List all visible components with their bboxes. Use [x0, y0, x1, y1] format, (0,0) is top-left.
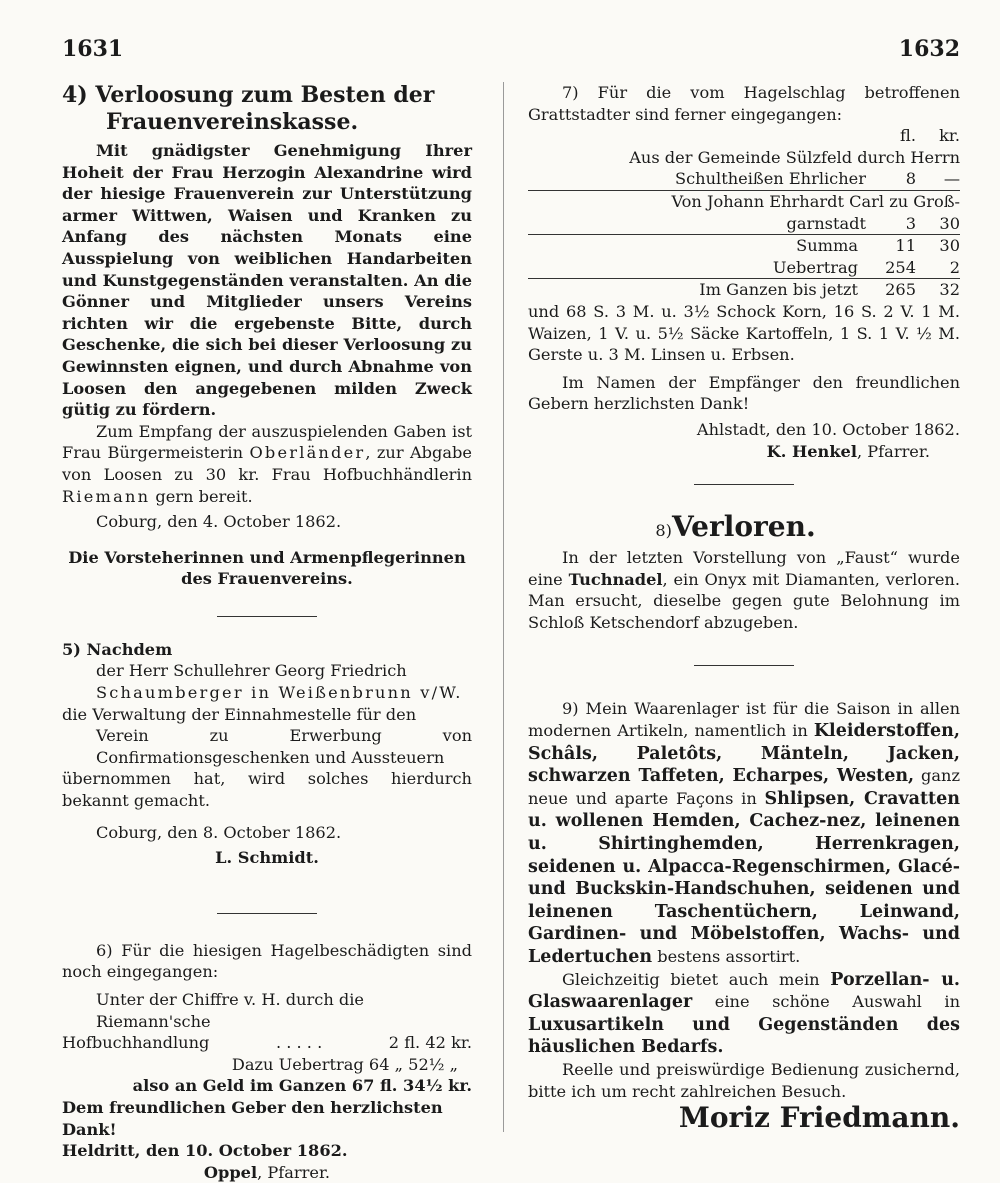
- section-6-line2: Unter der Chiffre v. H. durch die Riemann'sche: [96, 990, 365, 1031]
- page-number-right: 1632: [898, 36, 960, 62]
- section-7-intro: [528, 82, 960, 125]
- section-4-paragraph-1: Mit gnädigster Genehmigung Ihrer Hoheit der Frau Herzogin Alexandrine wird der hiesige Frauenverein zur Unterstützung armer Wittwen, Waisen und Kranken zu Anfang des nächsten Monats eine Ausspielung von weiblichen Handarbeiten und Kunstgegenständen veranstalten. An die Gönner und Mitglieder unsers Vereins richten wir die ergebenste Bitte, durch Geschenke, die sich bei dieser Verloosung zu Gewinnsten eignen, und durch Abnahme von Loosen den angegebenen milden Zweck gütig zu fördern.: [62, 141, 472, 420]
- section-4-p2-text-a: Zum Empfang der auszuspielenden Gaben ist Frau Bürgermeisterin: [62, 421, 472, 463]
- section-8-header: [528, 511, 960, 543]
- section-5-line4: die Verwaltung der Einnahmestelle für den: [62, 704, 417, 724]
- section-9-p2-c: eine schöne Auswahl in: [714, 992, 960, 1012]
- section-5-line3: Schaumberger in Weißenbrunn v/W.: [96, 683, 463, 703]
- section-7-intro-text: 7) Für die vom Hagelschlag betroffenen Grattstadter sind ferner eingegangen:: [528, 83, 960, 124]
- table-cell: 254: [866, 257, 916, 279]
- section-7: [528, 82, 960, 462]
- table-cell: Summa: [796, 236, 858, 256]
- name-oberlaender: Oberländer: [249, 443, 366, 463]
- section-8-text: [528, 547, 960, 633]
- section-5-line5: Verein zu Erwerbung von Confirmationsgeschenken und Aussteuern: [96, 726, 472, 767]
- table-cell: Im Ganzen bis jetzt: [699, 280, 858, 300]
- section-9-p1-c: ganz neue und aparte Façons in: [528, 766, 960, 808]
- section-6-line5: also an Geld im Ganzen 67 fl. 34½ kr.: [132, 1076, 472, 1096]
- divider: [694, 665, 794, 666]
- section-4-paragraph-2: [62, 421, 472, 507]
- section-6-sign-role: , Pfarrer.: [257, 1162, 331, 1182]
- section-4-p2-text-c: gern bereit.: [155, 486, 253, 506]
- section-9-paragraph-1: [528, 698, 960, 968]
- table-cell: 3: [866, 213, 916, 235]
- table-header-fl: fl.: [900, 126, 916, 146]
- section-4-signature-line1: Die Vorsteherinnen und Armenpflegerinnen: [68, 547, 466, 567]
- table-row: [528, 190, 960, 212]
- section-9-p2-a: Gleichzeitig bietet auch mein: [562, 969, 820, 989]
- section-8-text-a: In der letzten Vorstellung von „Faust“ wurde eine: [528, 548, 960, 589]
- section-8-title: Verloren.: [672, 510, 816, 544]
- table-row: [528, 257, 960, 279]
- table-cell: garnstadt: [528, 213, 866, 235]
- table-cell: 32: [939, 280, 960, 300]
- section-7-date: Ahlstadt, den 10. October 1862.: [696, 419, 960, 439]
- table-row: [528, 279, 960, 301]
- section-5-line6: übernommen hat, wird solches hierdurch bekannt gemacht.: [62, 769, 472, 811]
- name-riemann: Riemann: [62, 486, 151, 506]
- table-cell: 11: [895, 236, 916, 256]
- section-9: [528, 698, 960, 1134]
- section-6-line6: Dem freundlichen Geber den herzlichsten Dank!: [62, 1097, 443, 1139]
- section-6: [62, 940, 472, 1183]
- section-9-p2-d: Luxusartikeln und Gegenständen des häuslichen Bedarfs.: [528, 1014, 960, 1058]
- section-5-line2: der Herr Schullehrer Georg Friedrich: [96, 661, 407, 681]
- table-cell: [528, 125, 866, 147]
- section-9-p2-b: Porzellan- u. Glaswaarenlager: [528, 969, 961, 1013]
- section-7-sign-name: K. Henkel: [766, 441, 857, 461]
- divider: [694, 484, 794, 485]
- section-6-hofbuchhandlung: Hofbuchhandlung: [62, 1033, 210, 1053]
- section-9-p1-b: Kleiderstoffen, Schâls, Paletôts, Mänteln, Jacken, schwarzen Taffeten, Echarpes, Westen,: [528, 721, 960, 787]
- section-7-thanks: Im Namen der Empfänger den freundlichen Gebern herzlichsten Dank!: [528, 372, 960, 414]
- section-6-date: Heldritt, den 10. October 1862.: [62, 1141, 348, 1161]
- section-8-number: 8): [655, 521, 672, 541]
- section-4-p2-text-b: , zur Abgabe von Loosen zu 30 kr. Frau Hofbuchhändlerin: [62, 443, 472, 484]
- item-tuchnadel: Tuchnadel: [568, 569, 663, 589]
- section-4-date: Coburg, den 4. October 1862.: [96, 512, 342, 532]
- section-4-title-line2: Frauenvereinskasse.: [106, 109, 359, 135]
- table-row: [528, 125, 960, 147]
- column-separator: [503, 82, 504, 1132]
- section-6-dots: . . . . .: [275, 1033, 323, 1053]
- section-5-date: Coburg, den 8. October 1862.: [96, 822, 342, 842]
- section-4-signature-line2: des Frauenvereins.: [181, 569, 353, 589]
- section-4-title-line1: 4) Verloosung zum Besten der: [62, 82, 435, 108]
- table-cell: 2: [916, 257, 960, 279]
- section-5-line1: 5) Nachdem: [62, 639, 173, 659]
- section-7-sign-role: , Pfarrer.: [857, 441, 930, 461]
- table-row: [528, 235, 960, 257]
- table-cell: —: [916, 168, 960, 190]
- section-9-signature: Moriz Friedmann.: [678, 1101, 960, 1135]
- section-4: [62, 82, 472, 590]
- section-5: [62, 639, 472, 869]
- table-cell: 8: [866, 168, 916, 190]
- section-9-paragraph-3: Reelle und preiswürdige Bedienung zusichernd, bitte ich um recht zahlreichen Besuch.: [528, 1059, 960, 1101]
- table-cell: Aus der Gemeinde Sülzfeld durch Herrn: [629, 147, 960, 167]
- section-6-sign-name: Oppel: [203, 1162, 258, 1182]
- section-6-line4: Dazu Uebertrag 64 „ 52½ „: [231, 1054, 458, 1074]
- section-8-text-b: , ein Onyx mit Diamanten, verloren. Man ersucht, dieselbe gegen gute Belohnung im Schloß Ketschendorf abzugeben.: [528, 569, 960, 632]
- table-header-kr: kr.: [939, 126, 960, 146]
- section-9-p1-a: 9) Mein Waarenlager ist für die Saison in allen modernen Artikeln, namentlich in: [528, 699, 960, 741]
- section-9-paragraph-2: [528, 969, 960, 1059]
- section-7-rest: und 68 S. 3 M. u. 3½ Schock Korn, 16 S. 2 V. 1 M. Waizen, 1 V. u. 5½ Säcke Kartoffeln, 1 S. 1 V. ½ M. Gerste u. 3 M. Linsen u. Erbsen.: [528, 301, 960, 365]
- table-row: [528, 213, 960, 235]
- table-row: [528, 147, 960, 169]
- section-5-signature: L. Schmidt.: [215, 848, 319, 868]
- section-9-p1-d: Shlipsen, Cravatten u. wollenen Hemden, Cachez-nez, leinenen u. Shirtinghemden, Herrenkragen, seidenen u. Alpacca-Regenschirmen, Glacé- und Buckskin-Handschuhen, seidenen und leinenen Taschentüchern, Leinwand, Gardinen- und Möbelstoffen, Wachs- und Ledertuchen: [528, 788, 960, 967]
- section-8: [528, 511, 960, 633]
- divider: [217, 913, 317, 914]
- left-column: [62, 82, 472, 1183]
- table-cell: 30: [939, 236, 960, 256]
- page-number-left: 1631: [62, 36, 124, 62]
- table-cell: 30: [916, 213, 960, 235]
- section-6-line3: [62, 1032, 472, 1054]
- table-row: [528, 168, 960, 190]
- table-cell: Von Johann Ehrhardt Carl zu Groß-: [671, 191, 960, 211]
- section-9-p1-e: bestens assortirt.: [657, 947, 801, 966]
- right-column: [528, 82, 960, 1134]
- table-cell: Schultheißen Ehrlicher: [528, 168, 866, 190]
- section-6-amount: 2 fl. 42 kr.: [388, 1033, 472, 1053]
- section-7-signature: [528, 441, 960, 463]
- section-6-signature: [62, 1162, 472, 1183]
- table-cell: Uebertrag: [528, 257, 866, 279]
- section-6-line1: 6) Für die hiesigen Hagelbeschädigten sind noch eingegangen:: [62, 940, 472, 982]
- divider: [217, 616, 317, 617]
- section-7-table: [528, 125, 960, 301]
- table-cell: 265: [885, 280, 916, 300]
- section-4-title: [62, 82, 472, 136]
